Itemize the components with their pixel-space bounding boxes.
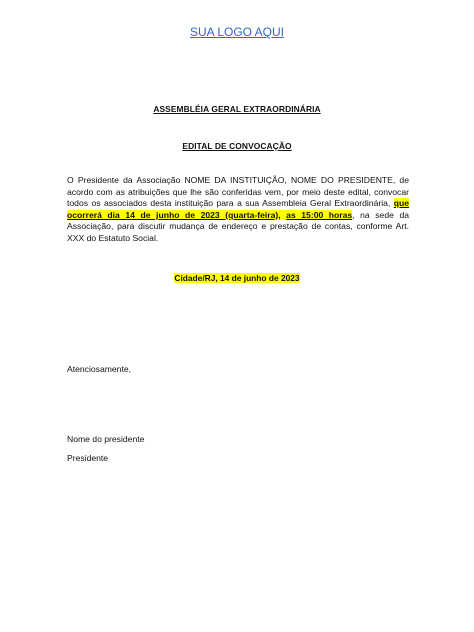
date-line [0, 273, 474, 283]
document-subtitle: EDITAL DE CONVOCAÇÃO [182, 141, 292, 151]
paragraph-intro: O Presidente da Associação NOME DA INSTITUIÇÃO, NOME DO PRESIDENTE, de acordo com as atribuições que lhe são conferidas vem, por meio deste edital, convocar todos os associados desta instituição para a sua Assembleia Geral Extraordinária, [67, 175, 409, 209]
highlighted-meeting-time: as 15:00 horas [286, 209, 353, 220]
highlighted-separator: , [278, 209, 287, 220]
document-title: ASSEMBLÉIA GERAL EXTRAORDINÁRIA [153, 104, 321, 114]
salutation: Atenciosamente, [67, 364, 132, 374]
paragraph-rest: , na sede da Associação, para discutir mudança de endereço e prestação de contas, conforme Art. XXX do Estatuto Social. [67, 209, 409, 243]
signature-name: Nome do presidente [67, 434, 145, 444]
highlighted-meeting-date: que ocorrerá dia 14 de junho de 2023 (quarta-feira) [67, 198, 409, 220]
convocation-paragraph [67, 175, 409, 245]
signature-title: Presidente [67, 453, 109, 463]
logo-placeholder-link[interactable]: SUA LOGO AQUI [189, 25, 285, 39]
date-line-text: Cidade/RJ, 14 de junho de 2023 [174, 273, 300, 283]
